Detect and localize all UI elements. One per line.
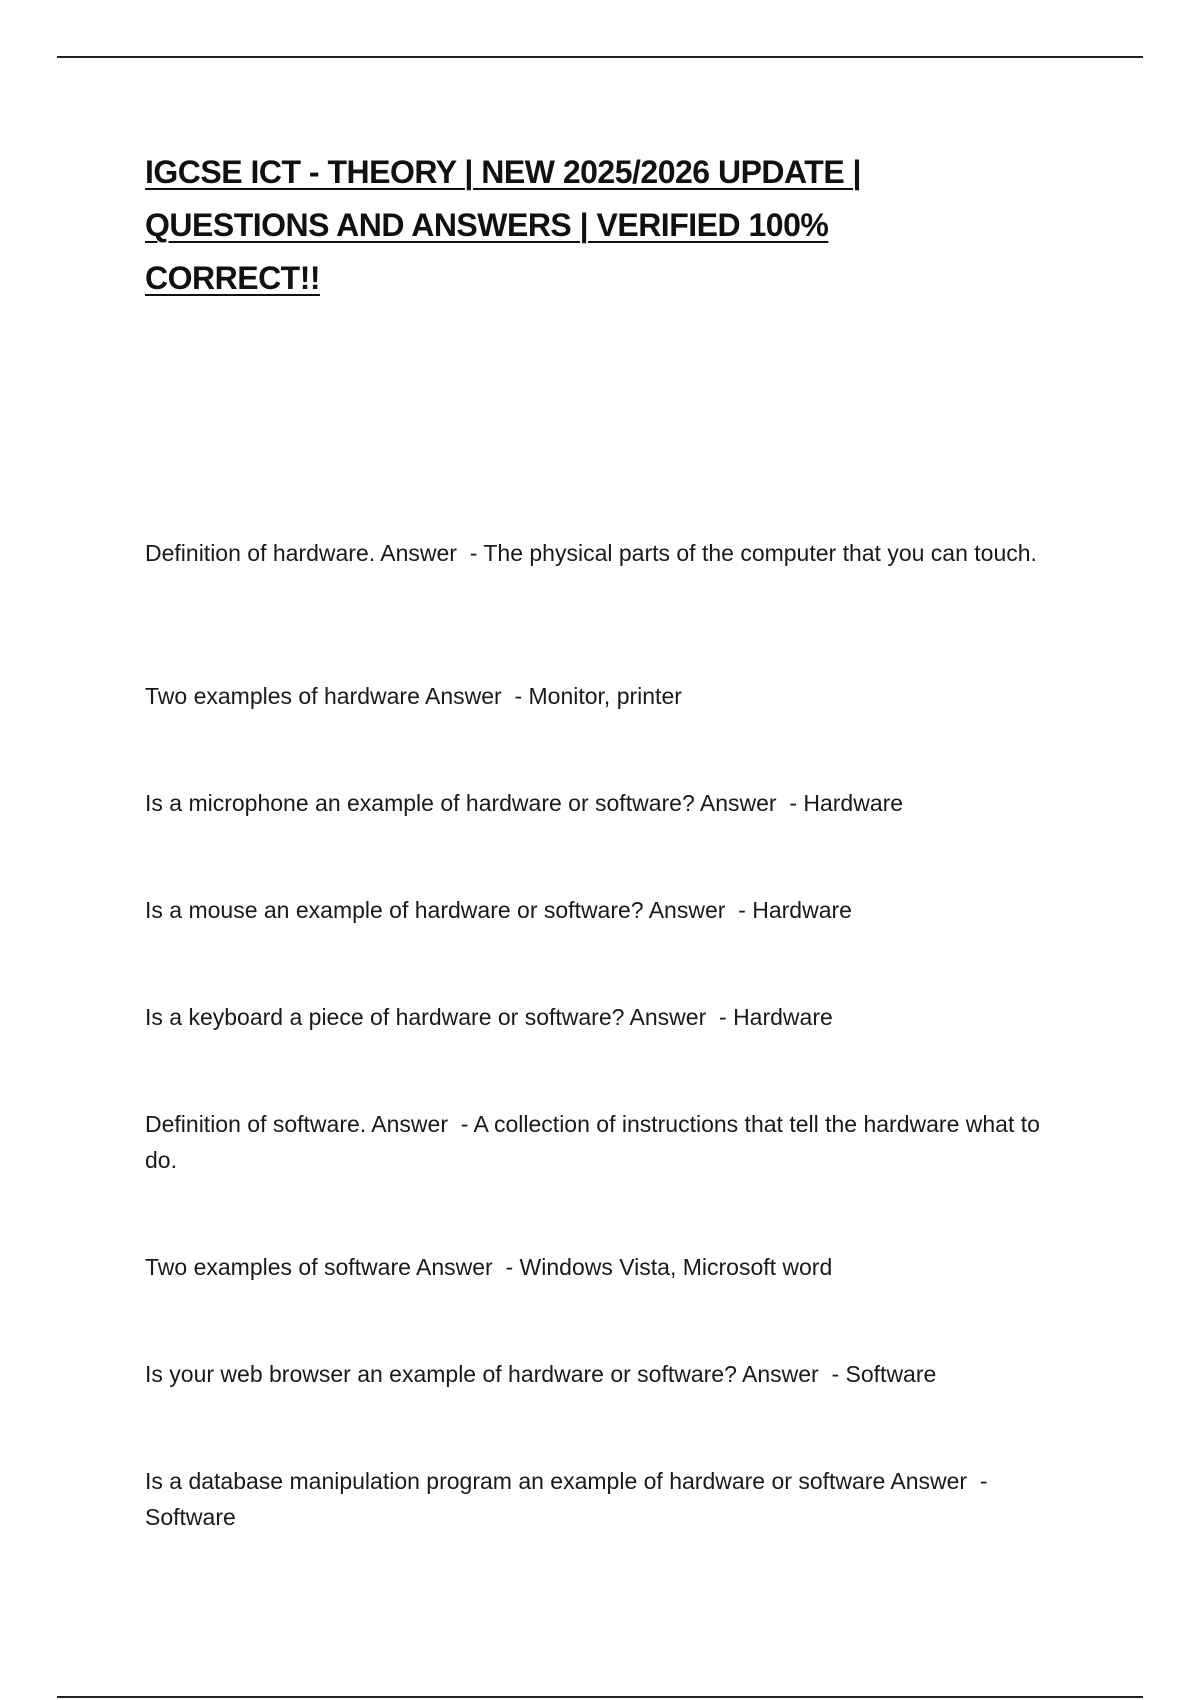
title-line-2: QUESTIONS AND ANSWERS | VERIFIED 100% [145,207,829,243]
qa-item-database-program: Is a database manipulation program an example of hardware or software Answer - Software [145,1468,994,1530]
qa-item-mouse: Is a mouse an example of hardware or software? Answer - Hardware [145,897,852,923]
qa-item-software-definition: Definition of software. Answer - A collection of instructions that tell the hardware what to do. [145,1111,1047,1173]
top-rule [57,56,1143,58]
bottom-rule [57,1696,1143,1698]
qa-item-keyboard: Is a keyboard a piece of hardware or software? Answer - Hardware [145,1004,833,1030]
qa-item-hardware-examples: Two examples of hardware Answer - Monitor, printer [145,683,682,709]
title-line-1: IGCSE ICT - THEORY | NEW 2025/2026 UPDATE | [145,154,861,190]
qa-item-hardware-definition: Definition of hardware. Answer - The physical parts of the computer that you can touch. [145,540,1037,566]
qa-item-software-examples: Two examples of software Answer - Windows Vista, Microsoft word [145,1254,833,1280]
qa-item-microphone: Is a microphone an example of hardware or software? Answer - Hardware [145,790,904,816]
title-line-3: CORRECT!! [145,260,321,296]
qa-item-web-browser: Is your web browser an example of hardware or software? Answer - Software [145,1361,937,1387]
document-title [145,146,995,305]
